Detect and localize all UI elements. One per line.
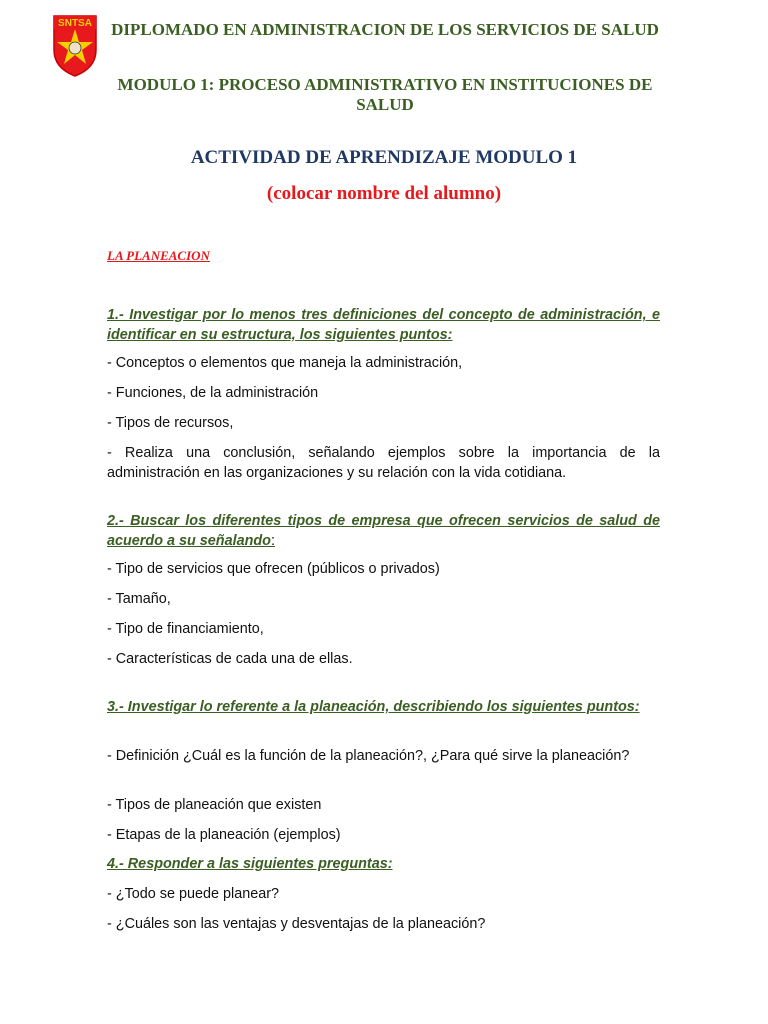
question-2-item-4: - Características de cada una de ellas. xyxy=(107,651,353,667)
question-4-item-2: - ¿Cuáles son las ventajas y desventajas de la planeación? xyxy=(107,916,486,932)
activity-title: ACTIVIDAD DE APRENDIZAJE MODULO 1 xyxy=(190,147,578,168)
section-heading: LA PLANEACION xyxy=(107,248,210,263)
question-heading-text: 1.- Investigar por lo menos tres definiciones del concepto de administración, e identificar en su estructura, los siguientes puntos: xyxy=(107,307,660,343)
question-2-heading xyxy=(107,511,660,551)
student-name-placeholder: (colocar nombre del alumno) xyxy=(266,183,502,204)
question-3-heading xyxy=(107,697,660,717)
question-3-item-1: - Definición ¿Cuál es la función de la planeación?, ¿Para qué sirve la planeación? xyxy=(107,748,630,764)
question-2-item-1: - Tipo de servicios que ofrecen (públicos o privados) xyxy=(107,561,440,577)
question-1-heading xyxy=(107,305,660,345)
sntsa-shield-icon xyxy=(50,12,100,78)
diploma-title: DIPLOMADO EN ADMINISTRACION DE LOS SERVICIOS DE SALUD xyxy=(111,20,659,39)
logo-text: SNTSA xyxy=(58,18,92,29)
question-heading-text: 2.- Buscar los diferentes tipos de empresa que ofrecen servicios de salud de acuerdo a su señalando xyxy=(107,513,660,549)
question-heading-text: 4.- Responder a las siguientes preguntas: xyxy=(107,856,393,872)
question-heading-text: 3.- Investigar lo referente a la planeación, describiendo los siguientes puntos: xyxy=(107,699,640,715)
question-1-item-1: - Conceptos o elementos que maneja la administración, xyxy=(107,355,463,371)
question-2-item-3: - Tipo de financiamiento, xyxy=(107,621,264,637)
question-3-item-3: - Etapas de la planeación (ejemplos) xyxy=(107,827,341,843)
module-title: MODULO 1: PROCESO ADMINISTRATIVO EN INSTITUCIONES DE SALUD xyxy=(117,75,653,114)
question-2-item-2: - Tamaño, xyxy=(107,591,171,607)
question-4-heading xyxy=(107,854,660,874)
question-1-item-2: - Funciones, de la administración xyxy=(107,385,319,401)
question-3-item-2: - Tipos de planeación que existen xyxy=(107,797,322,813)
question-1-item-4: - Realiza una conclusión, señalando ejemplos sobre la importancia de la administración en las organizaciones y su relación con la vida cotidiana. xyxy=(107,445,660,481)
sntsa-logo xyxy=(50,12,100,78)
question-1-item-3: - Tipos de recursos, xyxy=(107,415,234,431)
question-heading-tail: : xyxy=(270,533,275,549)
question-4-item-1: - ¿Todo se puede planear? xyxy=(107,886,280,902)
